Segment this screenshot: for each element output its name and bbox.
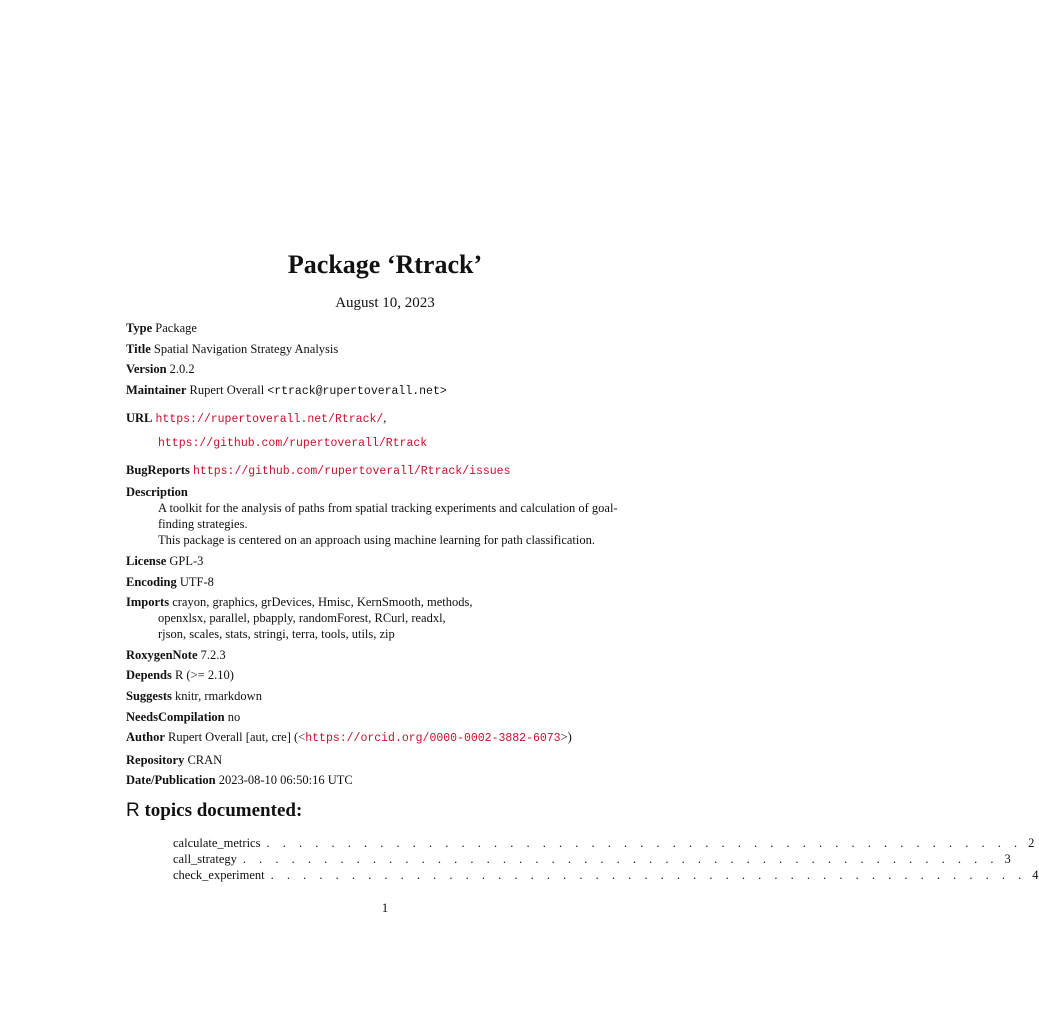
toc-entry-name[interactable]: calculate_metrics: [173, 836, 261, 850]
field-key: Type: [126, 321, 153, 335]
field-value: Spatial Navigation Strategy Analysis: [153, 341, 339, 356]
field-key: Maintainer: [126, 382, 187, 397]
maintainer-email: <rtrack@rupertoverall.net>: [267, 384, 447, 398]
field-repository: [126, 752, 646, 768]
field-key: Version: [126, 362, 167, 377]
field-maintainer: [126, 382, 646, 400]
field-value: no: [227, 709, 241, 724]
field-title: [126, 341, 646, 357]
imports-line: rjson, scales, stats, stringi, terra, tools, utils, zip: [158, 627, 395, 642]
topics-heading: [126, 800, 302, 822]
field-type: [126, 320, 646, 336]
field-key: Imports: [126, 595, 170, 610]
field-encoding: [126, 574, 646, 590]
toc-leader-dots: . . . . . . . . . . . . . . . . . . . . . . . . . . . . . . . . . . . . . . . . . . . . . . .: [242, 852, 999, 866]
topics-list: [173, 836, 1039, 884]
description-line: This package is centered on an approach using machine learning for path classification.: [158, 533, 595, 548]
toc-entry[interactable]: [173, 852, 1011, 868]
field-value: 2023-08-10 06:50:16 UTC: [218, 773, 353, 788]
field-description: [126, 484, 646, 548]
field-roxygen: [126, 647, 646, 663]
field-key: RoxygenNote: [126, 647, 198, 662]
field-value: Package: [155, 321, 197, 335]
package-title: Package ‘Rtrack’: [287, 250, 483, 279]
topics-heading-text: topics documented:: [139, 800, 303, 821]
field-needscompilation: [126, 709, 646, 725]
field-value: 2.0.2: [169, 362, 195, 377]
imports-line: openxlsx, parallel, pbapply, randomForest, RCurl, readxl,: [158, 611, 446, 626]
field-suggests: [126, 688, 646, 704]
field-url: [126, 410, 646, 452]
field-key: Repository: [126, 752, 185, 767]
package-date: August 10, 2023: [335, 295, 435, 311]
field-key: Description: [126, 485, 188, 500]
field-license: [126, 553, 646, 569]
field-key: Depends: [126, 668, 172, 683]
page-number: 1: [381, 900, 389, 915]
field-value: GPL-3: [169, 553, 204, 568]
r-logo-letter: R: [126, 800, 140, 821]
field-version: [126, 361, 646, 377]
description-line: finding strategies.: [158, 517, 248, 532]
orcid-link[interactable]: https://orcid.org/0000-0002-3882-6073: [305, 732, 561, 746]
url-separator: ,: [383, 410, 387, 425]
url-link-2[interactable]: https://github.com/rupertoverall/Rtrack: [158, 436, 428, 450]
toc-entry-page[interactable]: 4: [1032, 868, 1039, 882]
author-prefix: Rupert Overall [aut, cre] (<: [168, 730, 306, 745]
imports-line: crayon, graphics, grDevices, Hmisc, KernSmooth, methods,: [172, 595, 473, 610]
author-suffix: >): [560, 730, 572, 745]
description-line: A toolkit for the analysis of paths from spatial tracking experiments and calculation of goal-: [158, 501, 618, 516]
field-key: Title: [126, 341, 151, 356]
field-key: URL: [126, 410, 153, 425]
field-bugreports: [126, 462, 646, 480]
field-value: R (>= 2.10): [174, 668, 234, 683]
field-key: Suggests: [126, 688, 172, 703]
url-link-1[interactable]: https://rupertoverall.net/Rtrack/: [155, 412, 384, 426]
field-publication: [126, 772, 646, 788]
field-value: UTF-8: [179, 574, 214, 589]
field-depends: [126, 667, 646, 683]
toc-leader-dots: . . . . . . . . . . . . . . . . . . . . . . . . . . . . . . . . . . . . . . . . . . . . . . .: [270, 868, 1027, 882]
maintainer-name: Rupert Overall: [189, 382, 265, 397]
toc-entry[interactable]: [173, 868, 1039, 884]
field-value: 7.2.3: [200, 647, 226, 662]
bugreports-link[interactable]: https://github.com/rupertoverall/Rtrack/issues: [193, 464, 511, 478]
field-imports: [126, 594, 646, 642]
toc-entry-name[interactable]: check_experiment: [173, 868, 265, 882]
toc-entry[interactable]: [173, 836, 1035, 852]
field-key: Author: [126, 730, 165, 745]
field-value: knitr, rmarkdown: [174, 688, 262, 703]
package-fields: [126, 320, 646, 793]
field-key: Encoding: [126, 574, 177, 589]
field-author: [126, 729, 646, 747]
field-key: BugReports: [126, 462, 190, 477]
toc-leader-dots: . . . . . . . . . . . . . . . . . . . . . . . . . . . . . . . . . . . . . . . . . . . . . . .: [266, 836, 1023, 850]
toc-entry-page[interactable]: 3: [1004, 852, 1011, 866]
field-key: License: [126, 553, 167, 568]
field-key: Date/Publication: [126, 773, 216, 788]
toc-entry-page[interactable]: 2: [1028, 836, 1035, 850]
field-value: CRAN: [187, 752, 223, 767]
field-key: NeedsCompilation: [126, 709, 225, 724]
toc-entry-name[interactable]: call_strategy: [173, 852, 237, 866]
